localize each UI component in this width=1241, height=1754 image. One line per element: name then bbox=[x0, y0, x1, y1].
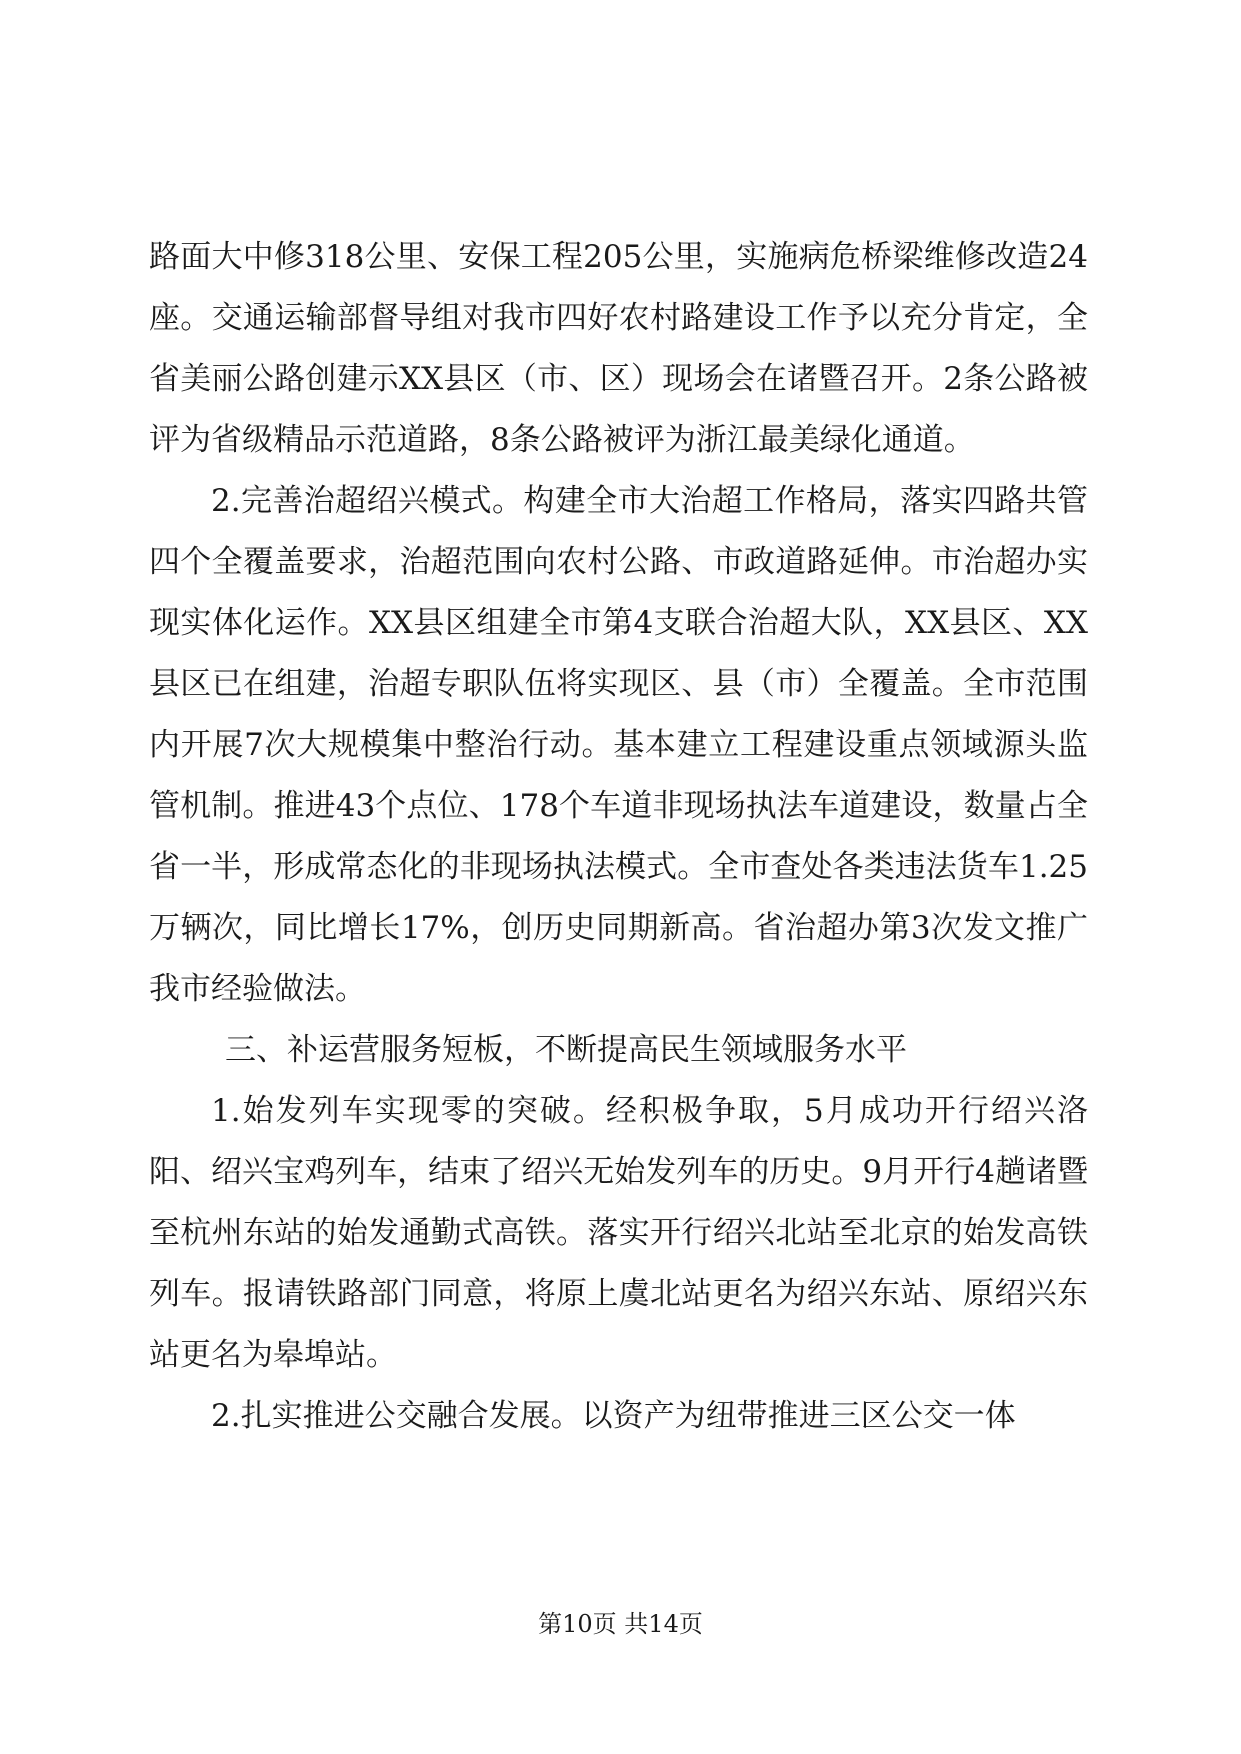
paragraph-continuation: 路面大中修318公里、安保工程205公里，实施病危桥梁维修改造24座。交通运输部督导组对我市四好农村路建设工作予以充分肯定，全省美丽公路创建示XX县区（市、区）现场会在诸暨召开。2条公路被评为省级精品示范道路，8条公路被评为浙江最美绿化通道。 bbox=[149, 239, 1088, 458]
paragraph-bus-integration: 2.扎实推进公交融合发展。以资产为纽带推进三区公交一体 bbox=[211, 1398, 1016, 1434]
document-body bbox=[149, 227, 1088, 1447]
section-heading: 三、补运营服务短板，不断提高民生领域服务水平 bbox=[225, 1032, 907, 1068]
paragraph-origin-trains: 1.始发列车实现零的突破。经积极争取，5月成功开行绍兴洛阳、绍兴宝鸡列车，结束了绍兴无始发列车的历史。9月开行4趟诸暨至杭州东站的始发通勤式高铁。落实开行绍兴北站至北京的始发高铁列车。报请铁路部门同意，将原上虞北站更名为绍兴东站、原绍兴东站更名为皋埠站。 bbox=[149, 1093, 1088, 1373]
page-number-footer: 第10页 共14页 bbox=[538, 1610, 703, 1638]
paragraph-overload-control: 2.完善治超绍兴模式。构建全市大治超工作格局，落实四路共管四个全覆盖要求，治超范围向农村公路、市政道路延伸。市治超办实现实体化运作。XX县区组建全市第4支联合治超大队，XX县区、XX县区已在组建，治超专职队伍将实现区、县（市）全覆盖。全市范围内开展7次大规模集中整治行动。基本建立工程建设重点领域源头监管机制。推进43个点位、178个车道非现场执法车道建设，数量占全省一半，形成常态化的非现场执法模式。全市查处各类违法货车1.25万辆次，同比增长17%，创历史同期新高。省治超办第3次发文推广我市经验做法。 bbox=[149, 483, 1088, 1007]
